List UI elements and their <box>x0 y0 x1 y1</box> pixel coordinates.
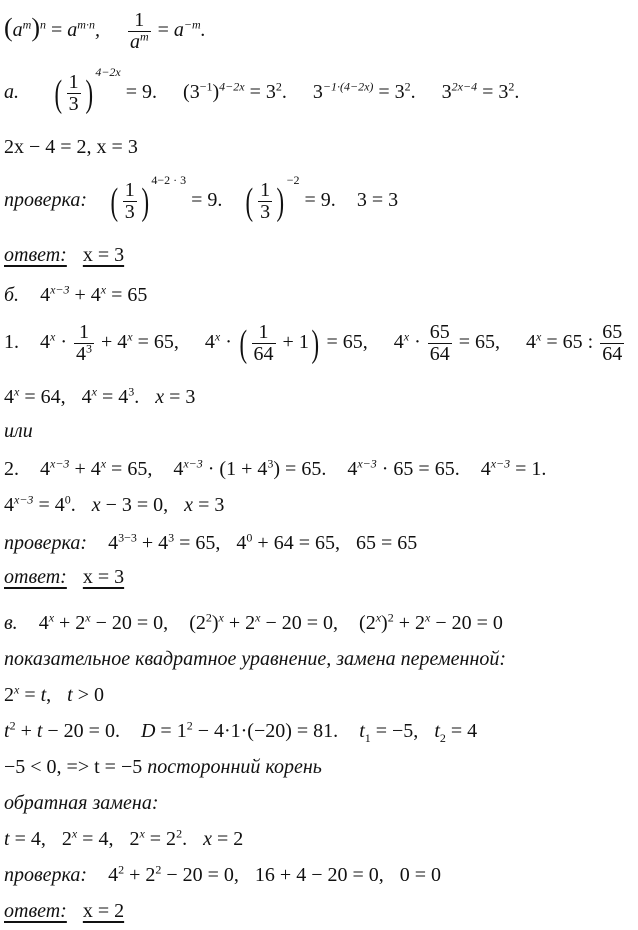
part-c-reject: −5 < 0, => t = −5 посторонний корень <box>4 756 322 778</box>
part-c-equation: в. $4^x + 2^x - 20 = 0$, $(2^2)^x + 2^x - 20 = 0$, $(2^x)^2 + 2^x - 20 = 0$ <box>4 610 503 634</box>
part-c-substitution: $2^x = t$, t > 0 <box>4 682 105 706</box>
part-a-answer: ответ: x = 3 <box>4 244 125 266</box>
part-b-result-1: $4^x = 64$, $4^x = 4^3$. x = 3 <box>4 384 196 408</box>
part-a-check: проверка: ( $\frac{1}{3}$ )$^{4-2 \cdot 3}$ = 9. ( $\frac{1}{3}$ )$^{-2}$ = 9. 3 = 3 <box>4 173 399 223</box>
power-rules: $(a^m)^n = a^{m\cdot n}$, $\frac{1}{a^m}$ = $a^{-m}$. <box>4 9 206 53</box>
part-b-check: проверка: $4^{3-3} + 4^3 = 65$, $4^0 + 64 = 65$, 65 = 65 <box>4 530 418 554</box>
part-c-back-title: обратная замена: <box>4 792 159 814</box>
part-a-equation: а. ( $\frac{1}{3}$ )$^{4-2x}$ = 9. $(3^{-1})^{4-2x} = 3^2$. $3^{-1\cdot(4-2x)} = 3^2$. $3^{2x-4} = 3^2$. <box>4 65 520 115</box>
part-c-back: t = 4, $2^x = 4$, $2^x = 2^2$. x = 2 <box>4 826 244 850</box>
part-c-quadratic: $t^2 + t - 20 = 0$. $D = 1^2 - 4\cdot 1\cdot(-20) = 81$. $t_1 = -5$, $t_2 = 4$ <box>4 718 478 745</box>
part-b-method-2: 2. $4^{x-3} + 4^x = 65$, $4^{x-3} \cdot (1 + 4^3) = 65$. $4^{x-3} \cdot 65 = 65$. $4^{x-3} = 1$. <box>4 456 547 480</box>
part-a-solution: 2x − 4 = 2, x = 3 <box>4 136 138 158</box>
part-c-answer: ответ: x = 2 <box>4 900 125 922</box>
part-b-equation: б. $4^{x-3} + 4^x = 65$ <box>4 282 148 306</box>
part-b-method-1: 1. $4^x$ · $\frac{1}{4^3}$ + $4^x = 65$, $4^x$ · ( $\frac{1}{64}$ + 1) = 65, $4^x$ · $\frac{65}{64}$ = 65, $4^x = 65$ : $\frac{65}{64}$ <box>4 321 623 365</box>
part-b-result-2: $4^{x-3} = 4^0$. x − 3 = 0, x = 3 <box>4 492 225 516</box>
part-c-check: проверка: $4^2 + 2^2 - 20 = 0$, 16 + 4 − 20 = 0, 0 = 0 <box>4 862 442 886</box>
part-b-answer: ответ: x = 3 <box>4 566 125 588</box>
or-label: или <box>4 420 33 442</box>
part-c-title: показательное квадратное уравнение, замена переменной: <box>4 648 507 670</box>
